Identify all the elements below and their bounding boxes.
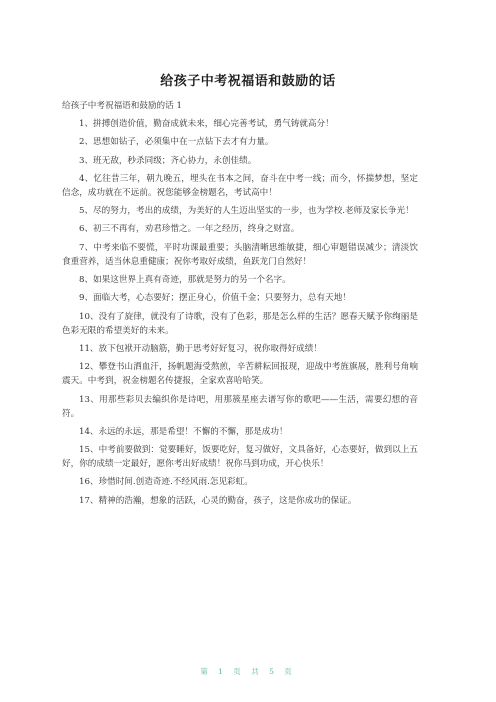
document-title: 给孩子中考祝福语和鼓励的话 (160, 74, 336, 89)
document-body (62, 99, 418, 512)
paragraph-item: 2、思想如钻子，必须集中在一点钻下去才有力量。 (79, 137, 274, 148)
paragraph-item: 16、珍惜时间.创造奇迹.不经风雨.怎见彩虹。 (79, 477, 253, 488)
paragraph-item: 10、没有了旋律，就没有了诗歌，没有了色彩，那是怎么样的生活？愿春天赋予你绚丽是色彩无限的希望美好的未来。 (62, 311, 418, 336)
paragraph-item: 4、忆往昔三年，朝九晚五，埋头在书本之间，奋斗在中考一线；而今，怀揣梦想，坚定信念，成功就在不远前。祝您能够金榜题名，考试高中！ (62, 173, 418, 198)
page-footer: 第 1 页 共 5 页 (200, 667, 296, 676)
paragraph-item: 9、面临大考，心态要好；摆正身心，价值千金；只要努力，总有天地！ (79, 293, 351, 304)
paragraph-item: 17、精神的浩瀚，想象的活跃，心灵的勤奋，孩子，这是你成功的保证。 (79, 495, 357, 506)
paragraph-list (62, 117, 418, 508)
paragraph-item: 3、班无敌，秒杀同级；齐心协力，永创佳绩。 (79, 155, 257, 166)
paragraph-item: 8、如果这世界上真有奇迹，那就是努力的另一个名字。 (79, 275, 291, 286)
paragraph-item: 5、尽的努力，考出的成绩，为美好的人生迈出坚实的一步，也为学校.老师及家长争光！ (79, 206, 414, 217)
paragraph-item: 11、放下包袱开动脑筋，勤于思考好好复习，祝你取得好成绩！ (79, 343, 322, 354)
paragraph-item: 7、中考来临不要慌，平时功课最重要；头脑清晰思维敏捷，细心审题错误减少；清淡饮食重营养，适当休息重健康；祝你考取好成绩，鱼跃龙门自然好！ (62, 242, 418, 267)
section-subheading: 给孩子中考祝福语和鼓励的话 1 (62, 101, 182, 111)
paragraph-item: 13、用那些彩贝去编织你是诗吧，用那簇星座去谱写你的歌吧——生活，需要幻想的音符。 (62, 394, 418, 419)
paragraph-item: 1、拼搏创造价值，勤奋成就未来，细心完善考试，勇气铸就高分！ (79, 119, 334, 129)
paragraph-item: 14、永远的永远，那是希望！不懈的不懈，那是成功！ (79, 426, 288, 437)
paragraph-item: 12、攀登书山洒血汗，扬帆题海受熬煎，辛苦耕耘回报现，迎战中考旌旗展，胜利号角响震天。中考到，祝金榜题名传捷报，全家欢喜哈哈笑。 (62, 362, 418, 387)
paragraph-item: 6、初三不再有，劝君珍惜之。一年之经历，终身之财富。 (79, 224, 300, 235)
paragraph-item: 15、中考前要做到：觉要睡好，饭要吃好，复习做好，文具备好，心态要好，做到以上五好，你的成绩一定最好，愿你考出好成绩！祝你马到功成，开心快乐！ (62, 445, 418, 470)
